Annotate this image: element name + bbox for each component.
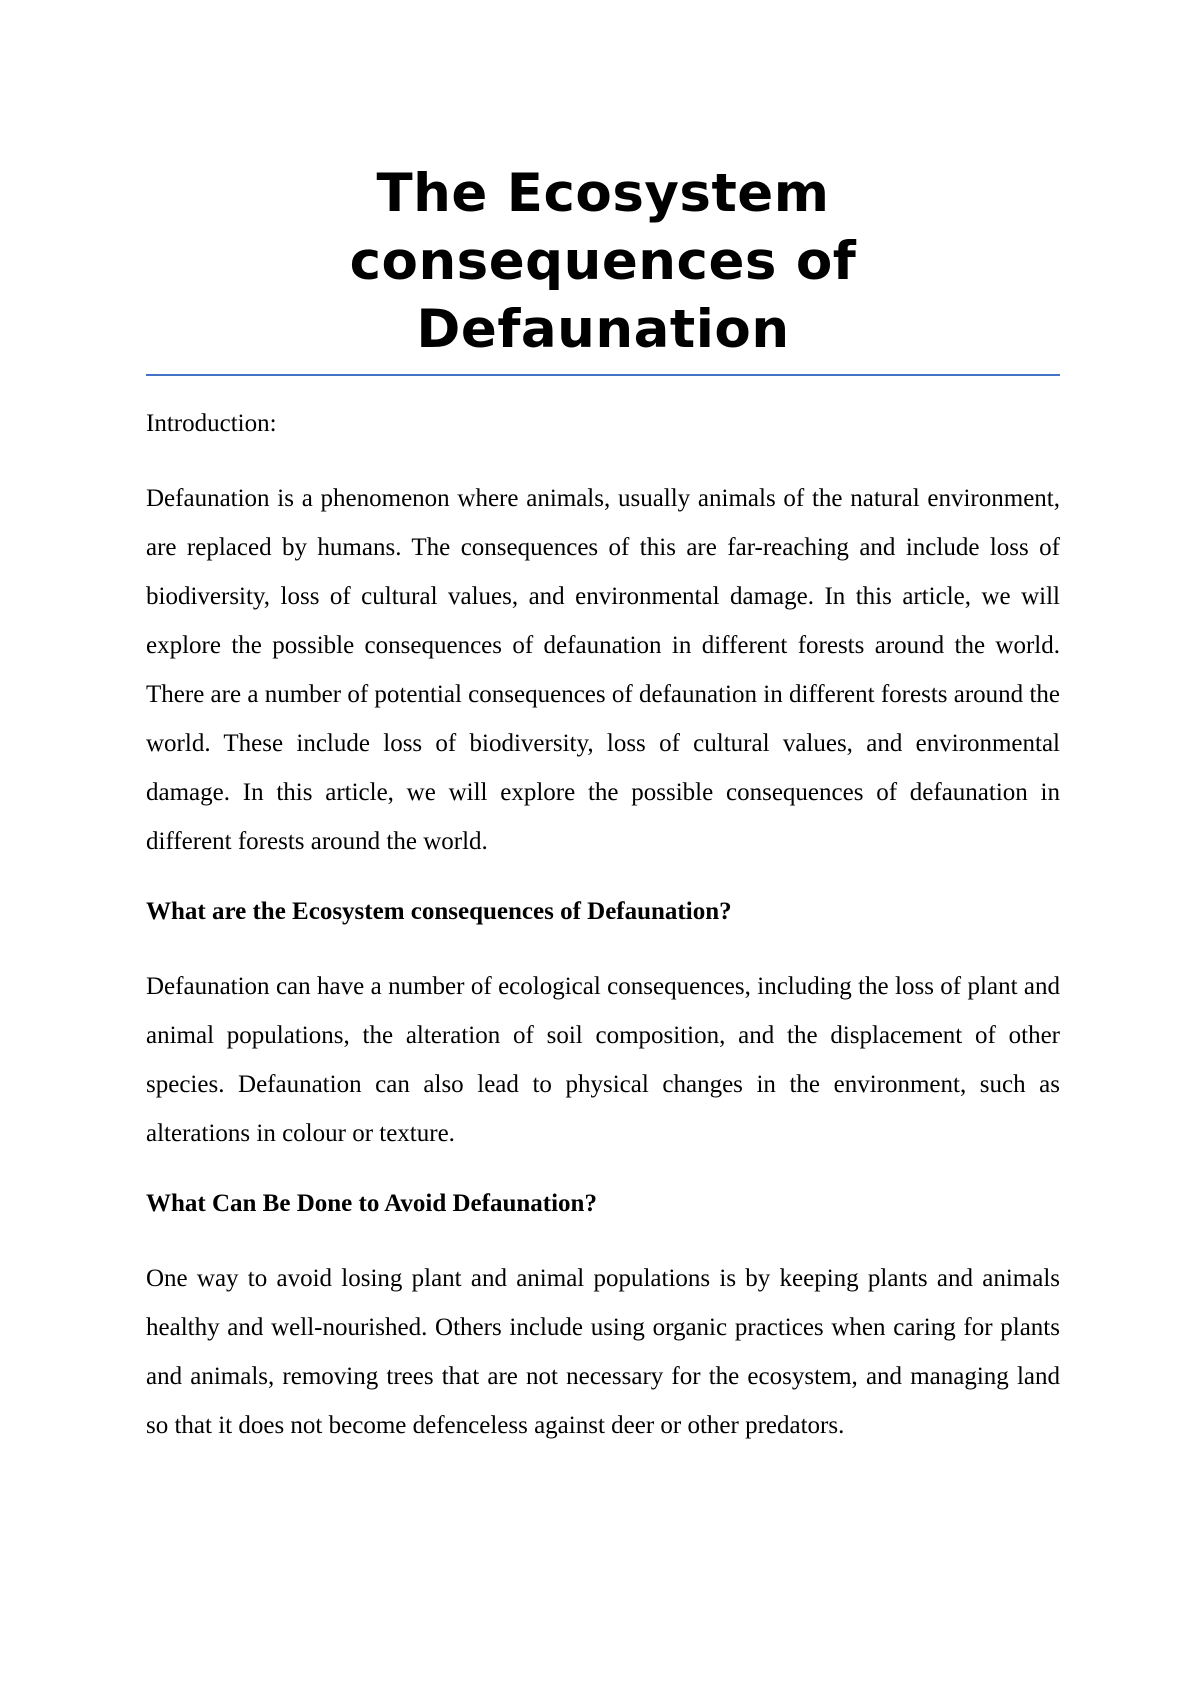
document-title: [146, 160, 1060, 364]
title-line-2: consequences of: [349, 231, 857, 292]
title-line-1: The Ecosystem: [376, 163, 830, 224]
document-page: [146, 160, 1060, 1475]
consequences-paragraph: Defaunation can have a number of ecological consequences, including the loss of plant and animal populations, the alteration of soil composition, and the displacement of other species. Defaunation can also lead to physical changes in the environment, such as alterations in colour or texture.: [146, 973, 1060, 1147]
title-divider: [146, 374, 1060, 376]
avoid-paragraph: One way to avoid losing plant and animal populations is by keeping plants and animals healthy and well-nourished. Others include using organic practices when caring for plants and animals, removing trees that are not necessary for the ecosystem, and managing land so that it does not become defenceless against deer or other predators.: [146, 1265, 1060, 1439]
title-line-3: Defaunation: [416, 299, 790, 360]
intro-paragraph: Defaunation is a phenomenon where animals, usually animals of the natural environment, are replaced by humans. The consequences of this are far-reaching and include loss of biodiversity, loss of cultural values, and environmental damage. In this article, we will explore the possible consequences of defaunation in different forests around the world. There are a number of potential consequences of defaunation in different forests around the world. These include loss of biodiversity, loss of cultural values, and environmental damage. In this article, we will explore the possible consequences of defaunation in different forests around the world.: [146, 485, 1060, 855]
heading-consequences: What are the Ecosystem consequences of Defaunation?: [146, 898, 732, 925]
heading-avoid: What Can Be Done to Avoid Defaunation?: [146, 1190, 597, 1217]
intro-label: Introduction:: [146, 410, 277, 437]
